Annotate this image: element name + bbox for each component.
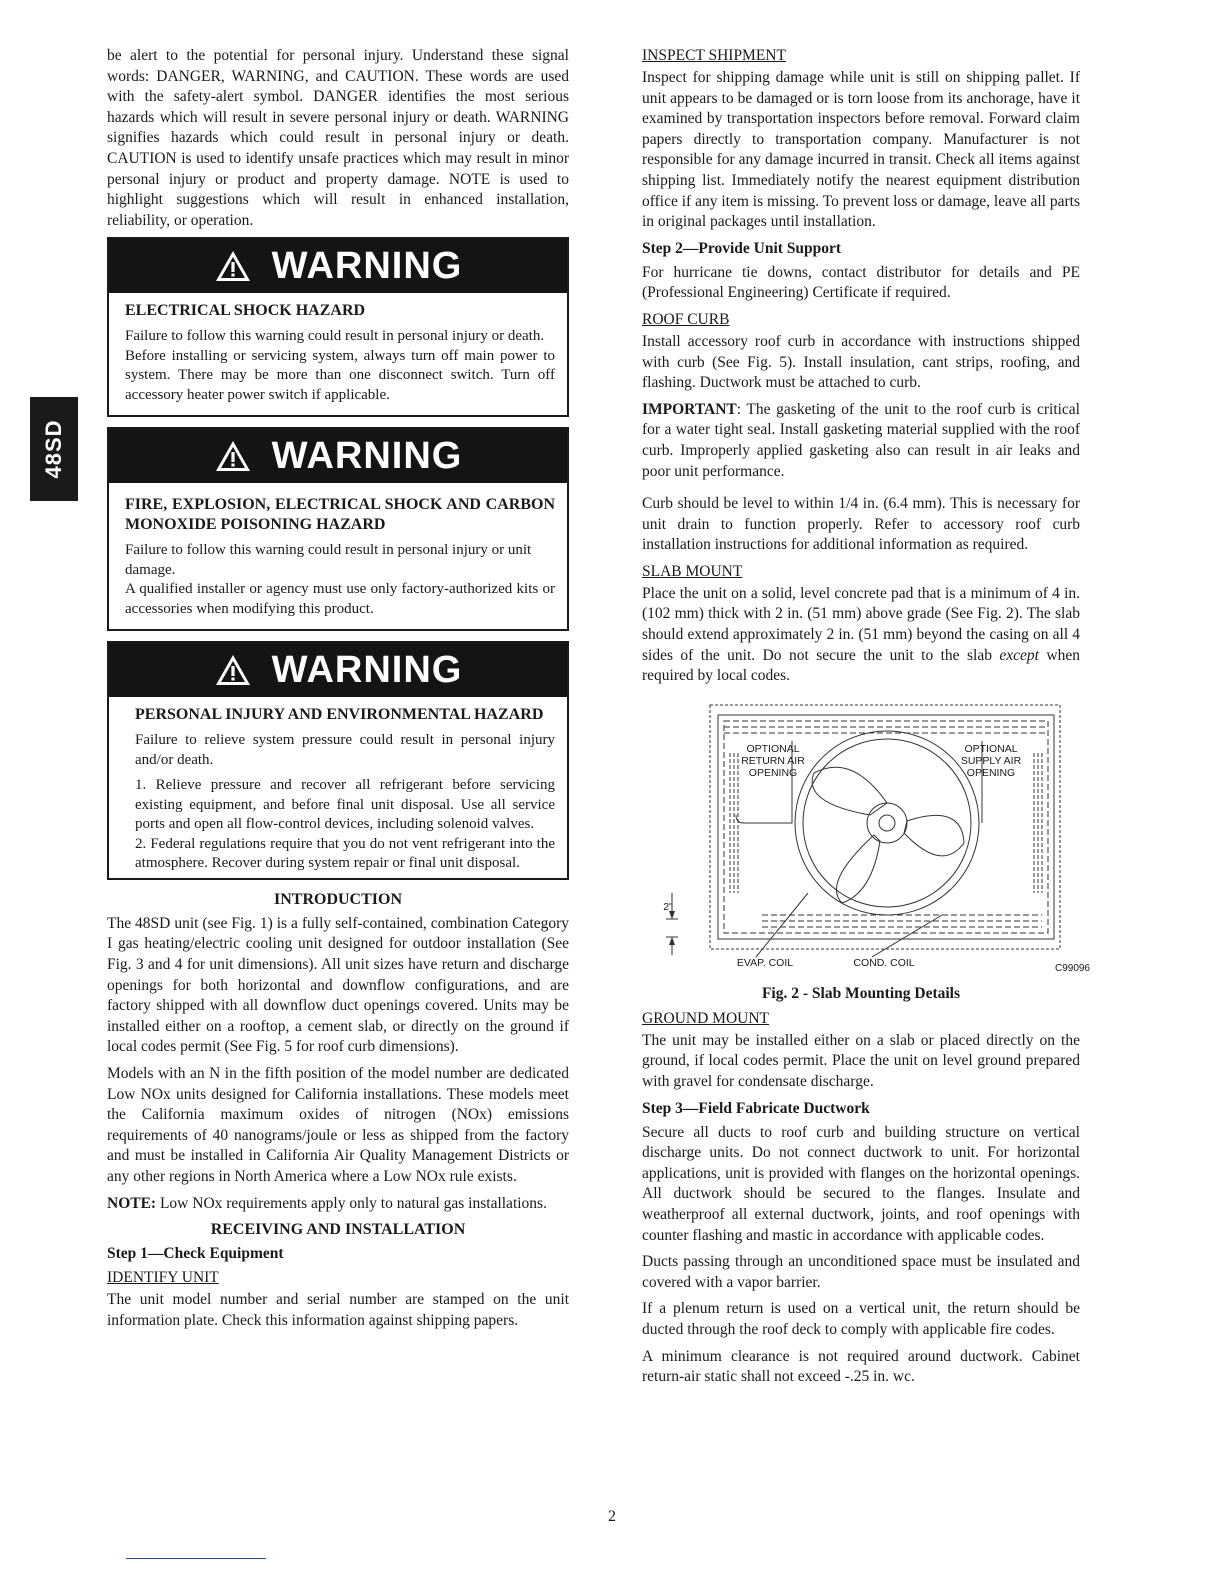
important-paragraph bbox=[642, 400, 1080, 482]
warning-box-fire bbox=[107, 427, 569, 631]
warning-label: WARNING bbox=[271, 244, 463, 287]
inspect-shipment-text: Inspect for shipping damage while unit is still on shipping pallet. If unit appears to be damaged or is torn loose from its anchorage, have it examined by transportation inspectors before removal. Forward claim papers directly to transportation company. Manufacturer is not responsible for any damage incurred in transit. Check all items against shipping list. Immediately notify the nearest equipment distribution office if any item is missing. To prevent loss or damage, leave all parts in original packages until installation. bbox=[642, 69, 1080, 231]
step2-text: For hurricane tie downs, contact distributor for details and PE (Professional Engineering) Certificate if required. bbox=[642, 263, 1080, 302]
note-label: NOTE: bbox=[107, 1194, 157, 1212]
roof-curb-text: Install accessory roof curb in accordance with instructions shipped with curb (See Fig. 5). Install insulation, cant strips, roofing, and flashing. Ductwork must be attached to curb. bbox=[642, 332, 1080, 392]
slab-mounting-diagram bbox=[642, 693, 1080, 981]
step3-heading: Step 3—Field Fabricate Ductwork bbox=[642, 1099, 870, 1117]
important-label: IMPORTANT bbox=[642, 400, 737, 418]
warning-label: WARNING bbox=[271, 648, 463, 691]
safety-alert-icon bbox=[214, 249, 252, 283]
side-tab: 48SD bbox=[30, 397, 78, 501]
ground-mount-text: The unit may be installed either on a slab or placed directly on the ground, if local codes permit. Place the unit on level ground prepared with gravel for condensate discharge. bbox=[642, 1031, 1080, 1091]
identify-unit-heading: IDENTIFY UNIT bbox=[107, 1269, 219, 1287]
ductwork-paragraph: If a plenum return is used on a vertical unit, the return should be ducted through the roof deck to comply with applicable fire codes. bbox=[642, 1300, 1080, 1338]
warning-title: ELECTRICAL SHOCK HAZARD bbox=[125, 302, 366, 320]
safety-alert-icon bbox=[214, 439, 252, 473]
ductwork-paragraph: A minimum clearance is not required around ductwork. Cabinet return-air static shall not exceed -.25 in. wc. bbox=[642, 1347, 1080, 1386]
warning-text: Failure to relieve system pressure could result in personal injury and/or death. bbox=[135, 732, 555, 768]
supply-air-label: OPTIONAL SUPPLY AIR OPENING bbox=[960, 742, 1022, 779]
footer-rule bbox=[126, 1558, 266, 1559]
slab-mount-heading: SLAB MOUNT bbox=[642, 562, 743, 580]
introduction-paragraph: Models with an N in the fifth position of the model number are dedicated Low NOx units designed for California installations. These models meet the California maximum oxides of nitrogen (NOx) emissions requirements of 40 nanograms/joule or less as shipped from the factory and must be installed in California Air Quality Management Districts or any other regions in North America where a Low NOx rule exists. bbox=[107, 1065, 569, 1185]
warning-label: WARNING bbox=[271, 434, 463, 477]
signal-words-paragraph: be alert to the potential for personal injury. Understand these signal words: DANGER, WARNING, and CAUTION. These words are used with the safety-alert symbol. DANGER identifies the most serious hazards which will result in severe personal injury or death. WARNING signifies hazards which could result in personal injury or death. CAUTION is used to identify unsafe practices which may result in minor personal injury or product and property damage. NOTE is used to highlight suggestions which will result in enhanced installation, reliability, or operation. bbox=[107, 47, 569, 229]
warning-banner bbox=[109, 643, 567, 697]
slab-mount-text: Place the unit on a solid, level concrete pad that is a minimum of 4 in. (102 mm) thick with 2 in. (51 mm) above grade (See Fig. 2). The slab should extend approximately 2 in. (51 mm) beyond the casing on all 4 sides of the unit. Do not secure the unit to the slab except when required by local codes. bbox=[642, 584, 1080, 685]
cond-coil-label: COND. COIL bbox=[853, 956, 915, 969]
safety-alert-icon bbox=[214, 653, 252, 687]
warning-text: 2. Federal regulations require that you do not vent refrigerant into the atmosphere. Recover during system repair or final unit disposal. bbox=[135, 835, 555, 872]
important-text: : The gasketing of the unit to the roof curb is critical for a water tight seal. Install gasketing material supplied with the roof curb. Improperly applied gasketing also can result in air leaks and poor unit performance. bbox=[642, 400, 1080, 480]
figure-caption: Fig. 2 - Slab Mounting Details bbox=[761, 984, 961, 1002]
slab-mounting-figure bbox=[642, 693, 1090, 981]
warning-title: FIRE, EXPLOSION, ELECTRICAL SHOCK AND CARBON MONOXIDE POISONING HAZARD bbox=[125, 496, 555, 534]
warning-text: Failure to follow this warning could result in personal injury or unit damage. bbox=[125, 542, 532, 578]
warning-text: Before installing or servicing system, always turn off main power to system. There may be more than one disconnect switch. Turn off accessory heater power switch if applicable. bbox=[125, 347, 555, 403]
step2-heading: Step 2—Provide Unit Support bbox=[642, 239, 842, 257]
right-column bbox=[642, 46, 1090, 1394]
warning-box-refrigerant bbox=[107, 641, 569, 880]
ductwork-paragraph: Secure all ducts to roof curb and building structure on vertical discharge units. Do not connect ductwork to unit. For horizontal applications, unit is provided with flanges on the horizontal openings. All ductwork should be secured to the flanges. Insulate and weatherproof all external ductwork, joints, and roof openings with counter flashing and mastic in accordance with applicable codes. bbox=[642, 1123, 1080, 1244]
left-column bbox=[107, 46, 569, 1337]
ground-mount-heading: GROUND MOUNT bbox=[642, 1009, 770, 1027]
return-air-label: OPTIONAL RETURN AIR OPENING bbox=[741, 742, 805, 779]
introduction-paragraph: The 48SD unit (see Fig. 1) is a fully self-contained, combination Category I gas heating/electric cooling unit designed for outdoor installation (See Fig. 3 and 4 for unit dimensions). All unit sizes have return and discharge openings for both horizontal and downflow configurations, and are factory shipped with all downflow duct openings covered. Units may be installed either on a rooftop, a cement slab, or directly on the ground if local codes permit (See Fig. 5 for roof curb dimensions). bbox=[107, 914, 569, 1056]
warning-banner bbox=[109, 429, 567, 483]
curb-level-text: Curb should be level to within 1/4 in. (6.4 mm). This is necessary for unit drain to function properly. Refer to accessory roof curb installation instructions for additional information as required. bbox=[642, 495, 1080, 554]
roof-curb-heading: ROOF CURB bbox=[642, 310, 730, 328]
warning-box-electrical bbox=[107, 237, 569, 417]
receiving-heading: RECEIVING AND INSTALLATION bbox=[210, 1221, 466, 1239]
figure-code: C99096 bbox=[1054, 962, 1090, 974]
dimension-label: 2" bbox=[663, 900, 673, 913]
warning-text: Failure to follow this warning could result in personal injury or death. bbox=[125, 328, 545, 345]
note-text: Low NOx requirements apply only to natural gas installations. bbox=[156, 1194, 547, 1212]
warning-title: PERSONAL INJURY AND ENVIRONMENTAL HAZARD bbox=[135, 706, 544, 724]
evap-coil-label: EVAP. COIL bbox=[736, 956, 794, 969]
warning-banner bbox=[109, 239, 567, 293]
inspect-shipment-heading: INSPECT SHIPMENT bbox=[642, 47, 786, 64]
introduction-heading: INTRODUCTION bbox=[273, 890, 402, 908]
note-paragraph bbox=[107, 1194, 569, 1215]
identify-unit-text: The unit model number and serial number are stamped on the unit information plate. Check this information against shipping papers. bbox=[107, 1291, 569, 1329]
warning-text: A qualified installer or agency must use only factory-authorized kits or accessories when modifying this product. bbox=[125, 581, 555, 617]
page-number: 2 bbox=[608, 1508, 616, 1525]
ductwork-paragraph: Ducts passing through an unconditioned space must be insulated and covered with a vapor barrier. bbox=[642, 1253, 1080, 1291]
warning-text: 1. Relieve pressure and recover all refrigerant before servicing existing equipment, and before final unit disposal. Use all service ports and open all flow-control devices, including solenoid valves. bbox=[135, 777, 555, 833]
step1-heading: Step 1—Check Equipment bbox=[107, 1245, 284, 1263]
